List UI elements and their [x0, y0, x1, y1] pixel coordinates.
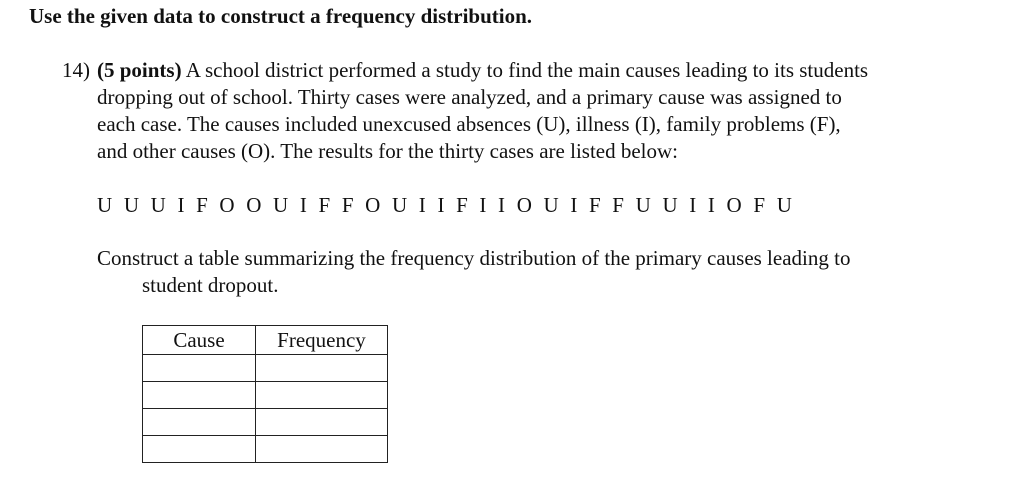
cause-cell[interactable] — [143, 436, 256, 463]
cause-cell[interactable] — [143, 409, 256, 436]
table-row — [143, 436, 388, 463]
frequency-cell[interactable] — [256, 382, 388, 409]
page-heading: Use the given data to construct a frequency distribution. — [29, 4, 533, 28]
problem-text-line-2: dropping out of school. Thirty cases were analyzed, and a primary cause was assigned to — [97, 85, 842, 109]
frequency-table — [142, 325, 388, 463]
problem-first-line — [62, 57, 982, 84]
question-number: 14) — [62, 58, 90, 82]
header-cause: Cause — [143, 326, 256, 355]
header-frequency: Frequency — [256, 326, 388, 355]
problem-statement — [62, 57, 982, 165]
cause-cell[interactable] — [143, 355, 256, 382]
problem-text-line-4: and other causes (O). The results for the thirty cases are listed below: — [97, 139, 679, 163]
instruction-line-2: student dropout. — [142, 273, 279, 297]
frequency-cell[interactable] — [256, 436, 388, 463]
table-row — [143, 382, 388, 409]
problem-text-line-3: each case. The causes included unexcused absences (U), illness (I), family problems (F), — [97, 112, 841, 136]
frequency-cell[interactable] — [256, 355, 388, 382]
cause-cell[interactable] — [143, 382, 256, 409]
frequency-cell[interactable] — [256, 409, 388, 436]
table-row — [143, 355, 388, 382]
table-header-row — [143, 326, 388, 355]
data-sequence: U U U I F O O U I F F O U I I F I I O U I F F U U I I O F U — [97, 193, 796, 217]
instruction-line-1: Construct a table summarizing the frequency distribution of the primary causes leading to — [97, 246, 851, 270]
points-label: (5 points) — [97, 58, 182, 82]
problem-text-line-1: A school district performed a study to find the main causes leading to its students — [185, 58, 869, 82]
instruction — [97, 245, 977, 299]
table-row — [143, 409, 388, 436]
